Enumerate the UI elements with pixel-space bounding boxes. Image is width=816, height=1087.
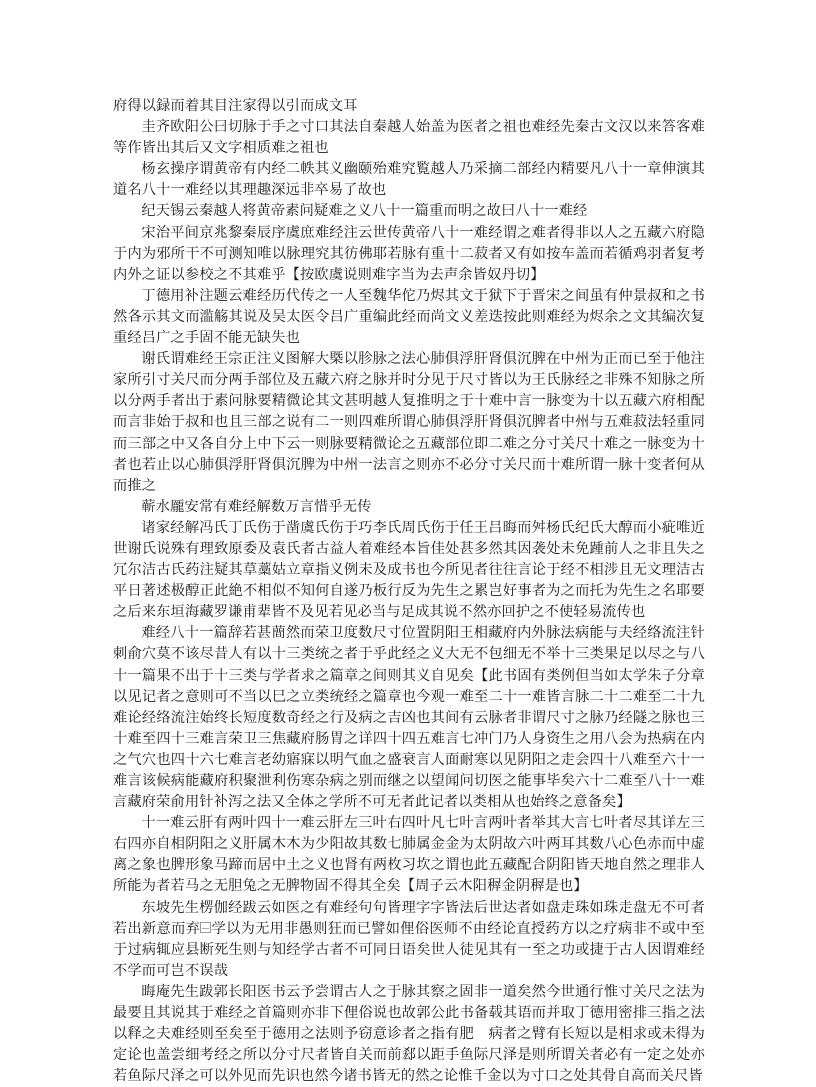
paragraph-liver-lobes — [113, 813, 705, 897]
paragraph-eighty-one-chapters — [113, 623, 705, 813]
paragraph-text: 十一难云肝有两叶四十一难云肝左三叶右四叶凡七叶言两叶者举其大言七叶者尽其详左三右四亦自相阴阳之义肝属木木为少阳故其数七肺属金金为太阴故六叶两耳其数八心色赤而中虚离之象也脾形象马蹄而居中土之义也肾有两枚习坎之谓也此五藏配合阴阳皆天地自然之理非人所能为者若马之无胆兔之无脾物固不得其全矣 — [113, 815, 705, 895]
paragraph-text-before: 东坡先生楞伽经跋云如医之有难经句句皆理字字皆法后世达者如盘走珠如珠走盘无不可者若出新意而弃 — [113, 899, 705, 937]
paragraph-pang-anchang: 蕲水龎安常有难经解数万言惜乎无传 — [141, 498, 372, 515]
paragraph-xie-shi: 谢氏谓难经王宗正注义图解大槩以胗脉之法心肺俱浮肝肾俱沉脾在中州为正而已至于他注家所引寸关尺而分两手部位及五藏六府之脉并时分见于尺寸皆以为王氏脉经之非殊不知脉之所以分两手者出于素问脉要精微论其文甚明越人复推明之于十难中言一脉变为十以五藏六府相配而言非始于叔和也且三部之说有二一则四难所谓心肺俱浮肝肾俱沉脾者中州与五难菽法轻重同而三部之中又各自分上中下云一则脉要精微论之五藏部位即二难之分寸关尺十难之一脉变为十者也若止以心肺俱浮肝肾俱沉脾为中州一法言之则亦不必分寸关尺而十难所谓一脉十变者何从而推之 — [113, 351, 705, 494]
paragraph-text: 宋治平间京兆黎秦辰序虞庶难经注云世传黄帝八十一难经谓之难者得非以人之五藏六府隐于内为邪所干不可测知唯以脉理究其彷佛耶若脉有重十二菽者又有如按车盖而若循鸡羽者复考内外之证以参校之不其难乎 — [113, 224, 705, 283]
paragraph-ding-deyong: 丁德用补注题云难经历代传之一人至魏华佗乃烬其文于狱下于晋宋之间虽有仲景叔和之书然各示其文而滥觞其说及吴太医令吕广重编此经而尚文义差迭按此则难经为烬余之文其编次复重经吕广之手固不能无缺失也 — [113, 287, 705, 347]
document-page — [113, 96, 705, 1087]
paragraph-text: 难经八十一篇辞若甚蕳然而荣卫度数尺寸位置阴阳王相藏府内外脉法病能与夫经络流注针刺俞穴莫不该尽昔人有以十三类统之者于乎此经之义大无不包细无不举十三类果足以尽之与八十一篇果不出于十三类与学者求之篇章之间则其义自见矣 — [113, 625, 705, 684]
annotation-note: 【此书固有类例但当如太学朱子分章以见记者之意则可不当以巳之立类统经之篇章也今观一难至二十一难皆言脉二十二难至二十九难论经络流注始终长短度数奇经之行及病之吉凶也其间有云脉者非谓尺寸之脉乃经隧之脉也三十难至四十三难言荣卫三焦藏府肠胃之详四十四五难言七冲门乃人身资生之用八会为热病在内之气穴也四十六七难言老幼寤寐以明气血之盛衰言人面耐寒以见阴阳之走会四十八难至六十一难言该候病能藏府积聚泄利伤寒杂病之别而继之以望闻问切医之能事毕矣六十二难至八十一难言藏府荣俞用针补泻之法又全体之学所不可无者此记者以类相从也始终之意备矣】 — [113, 667, 705, 811]
annotation-note: 【按欧虞说则难字当为去声余皆奴丹切】 — [285, 266, 545, 283]
paragraph-continuation: 府得以録而着其目注家得以引而成文耳 — [113, 98, 358, 114]
missing-glyph-box-icon — [200, 922, 211, 933]
paragraph-ouyang: 圭齐欧阳公曰切脉于手之寸口其法自秦越人始盖为医者之祖也难经先秦古文汉以来答客难等作皆出其后又文字相质难之祖也 — [113, 119, 705, 157]
paragraph-commentators: 诸家经解冯氏丁氏伤于凿虞氏伤于巧李氏周氏伤于任王吕晦而舛杨氏纪氏大醇而小疵唯近世谢氏说殊有理致原委及袁氏者古益人着难经本旨佳处甚多然其因袭处未免踵前人之非且失之冗尔洁古氏药注疑其草藁姑立章指义例未及成书也今所见者往往言论于经不相涉且无文理洁古平日著述极醇正此絶不相似不知何自遂乃板行反为先生之累岂好事者为之而托为先生之名耶要之后来东垣海藏罗谦甫辈皆不及见若见必当与足成其说不然亦回护之不使轻易流传也 — [113, 519, 705, 621]
paragraph-huian: 晦庵先生跋郭长阳医书云予尝谓古人之于脉其察之固非一道矣然今世通行惟寸关尺之法为最要且其说其于难经之首篇则亦非下俚俗说也故郭公此书备载其语而并取丁德用密排三指之法以释之夫难经则至矣至于德用之法则予窃意诊者之指有肥 病者之臂有长短以是相求或未得为定论也盖尝细考经之所以分寸尺者皆自关而前郄以距手鱼际尺泽是则所谓关者必有一定之处亦若鱼际尺泽之可以外见而先识也然今诸书皆无的然之论惟千金以为寸口之处其骨自高而关尺皆 — [113, 983, 705, 1085]
paragraph-dongpo — [113, 898, 705, 982]
annotation-note: 【周子云木阳稺金阴稺是也】 — [400, 878, 588, 895]
paragraph-yang-xuancao: 杨玄操序谓黄帝有内经二帙其义幽颐殆难究覧越人乃采摘二部经内精要凡八十一章伸演其道名八十一难经以其理趣深远非卒易了故也 — [113, 161, 705, 199]
paragraph-ji-tianxi: 纪天锡云秦越人将黄帝素问疑难之义八十一篇重而明之故曰八十一难经 — [141, 203, 588, 220]
paragraph-yu-shu — [113, 223, 705, 286]
paragraph-text-after: 学以为无用非愚则狂而已譬如俚俗医师不由经论直授药方以之疗病非不或中至于过病辄应县断死生则与知经学古者不可同日语矣世人徒见其有一至之功或捷于古人因谓难经不学而可岂不误哉 — [113, 920, 706, 979]
